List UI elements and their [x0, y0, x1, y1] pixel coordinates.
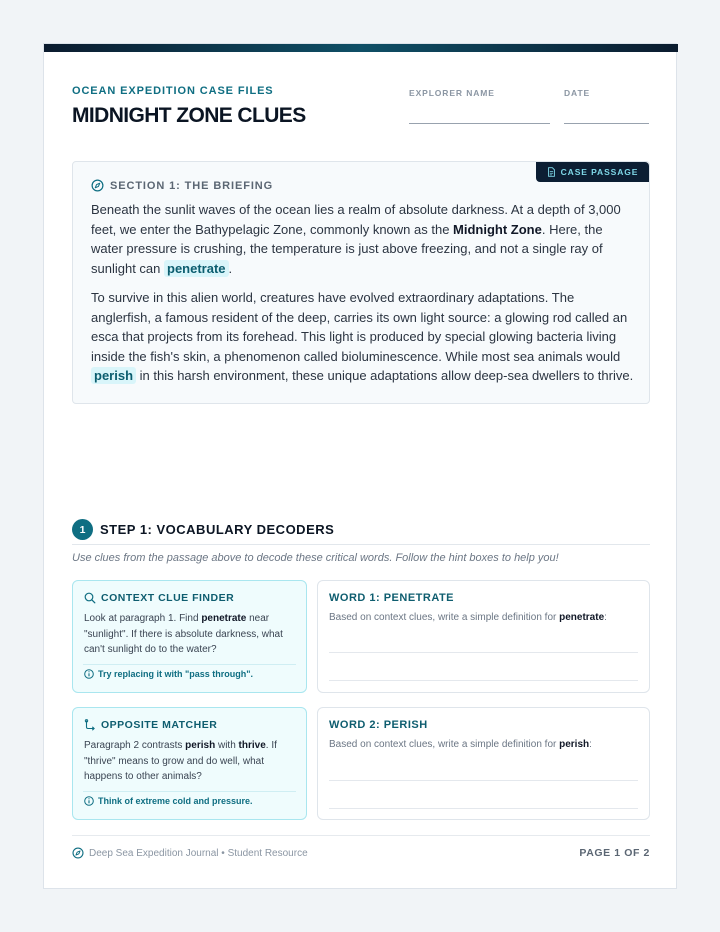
document-icon	[547, 167, 556, 177]
hint-text: Look at paragraph 1. Find penetrate near "sunlight". If there is absolute darkness, what can't sunlight do to the water?	[84, 613, 283, 655]
explorer-name-field[interactable]	[409, 123, 550, 124]
answer-box-perish	[317, 707, 650, 820]
answer-line-2[interactable]	[329, 808, 638, 809]
word-title: WORD 1: PENETRATE	[329, 592, 455, 604]
date-label: DATE	[564, 88, 591, 98]
hint-box-opposite-matcher	[72, 707, 307, 820]
footer-credit	[72, 847, 308, 859]
step-header	[72, 519, 650, 545]
explorer-name-label: EXPLORER NAME	[409, 88, 495, 98]
word-prompt: Based on context clues, write a simple definition for penetrate:	[329, 612, 607, 623]
hint-divider	[83, 664, 296, 665]
word-prompt: Based on context clues, write a simple definition for perish:	[329, 739, 592, 750]
midnight-zone-term: Midnight Zone	[453, 221, 542, 237]
hint-tip: Think of extreme cold and pressure.	[84, 796, 253, 806]
hint-text: Paragraph 2 contrasts perish with thrive. If "thrive" means to grow and do well, what happens to other animals?	[84, 740, 277, 782]
hint-title: CONTEXT CLUE FINDER	[84, 592, 234, 604]
page-number: PAGE 1 OF 2	[579, 847, 650, 859]
info-icon	[84, 669, 94, 679]
swap-arrows-icon	[84, 719, 96, 731]
date-field[interactable]	[564, 123, 649, 124]
compass-icon	[72, 847, 84, 859]
answer-line-1[interactable]	[329, 652, 638, 653]
section-header	[91, 179, 273, 192]
step-instructions: Use clues from the passage above to decode these critical words. Follow the hint boxes to help you!	[72, 552, 559, 564]
highlight-penetrate: penetrate	[164, 260, 229, 277]
answer-box-penetrate	[317, 580, 650, 693]
case-passage	[72, 161, 650, 404]
word-title: WORD 2: PERISH	[329, 719, 428, 731]
hint-divider	[83, 791, 296, 792]
top-accent-bar	[44, 44, 678, 52]
passage-paragraph-2: To survive in this alien world, creatures have evolved extraordinary adaptations. The anglerfish, a famous resident of the deep, carries its own light source: a glowing rod called an esca that projects from its forehead. This light is produced by special glowing bacteria living inside the fish's skin, a phenomenon called bioluminescence. While most sea animals would perish in this harsh environment, these unique adaptations allow deep-sea dwellers to thrive.	[91, 290, 634, 383]
info-icon	[84, 796, 94, 806]
case-passage-badge	[536, 162, 649, 182]
footer-credit-text: Deep Sea Expedition Journal • Student Resource	[89, 847, 308, 859]
case-passage-badge-label: CASE PASSAGE	[560, 167, 639, 177]
header-kicker: OCEAN EXPEDITION CASE FILES	[72, 85, 274, 97]
page-title: MIDNIGHT ZONE CLUES	[72, 104, 306, 127]
section-title: SECTION 1: THE BRIEFING	[110, 179, 274, 192]
hint-tip: Try replacing it with "pass through".	[84, 669, 253, 679]
hint-title: OPPOSITE MATCHER	[84, 719, 217, 731]
step-title: STEP 1: VOCABULARY DECODERS	[100, 522, 335, 537]
compass-icon	[91, 179, 104, 192]
answer-line-1[interactable]	[329, 780, 638, 781]
answer-line-2[interactable]	[329, 680, 638, 681]
search-icon	[84, 592, 96, 604]
page-footer	[72, 835, 650, 871]
hint-box-context-clue	[72, 580, 307, 693]
step-number-badge: 1	[72, 519, 93, 540]
highlight-perish: perish	[91, 367, 136, 384]
worksheet-page	[43, 43, 677, 889]
passage-paragraph-1: Beneath the sunlit waves of the ocean lies a realm of absolute darkness. At a depth of 3,000 feet, we enter the Bathypelagic Zone, commonly known as the Midnight Zone. Here, the water pressure is crushing, the temperature is just above freezing, and not a single ray of sunlight can penetrate .	[91, 202, 621, 276]
